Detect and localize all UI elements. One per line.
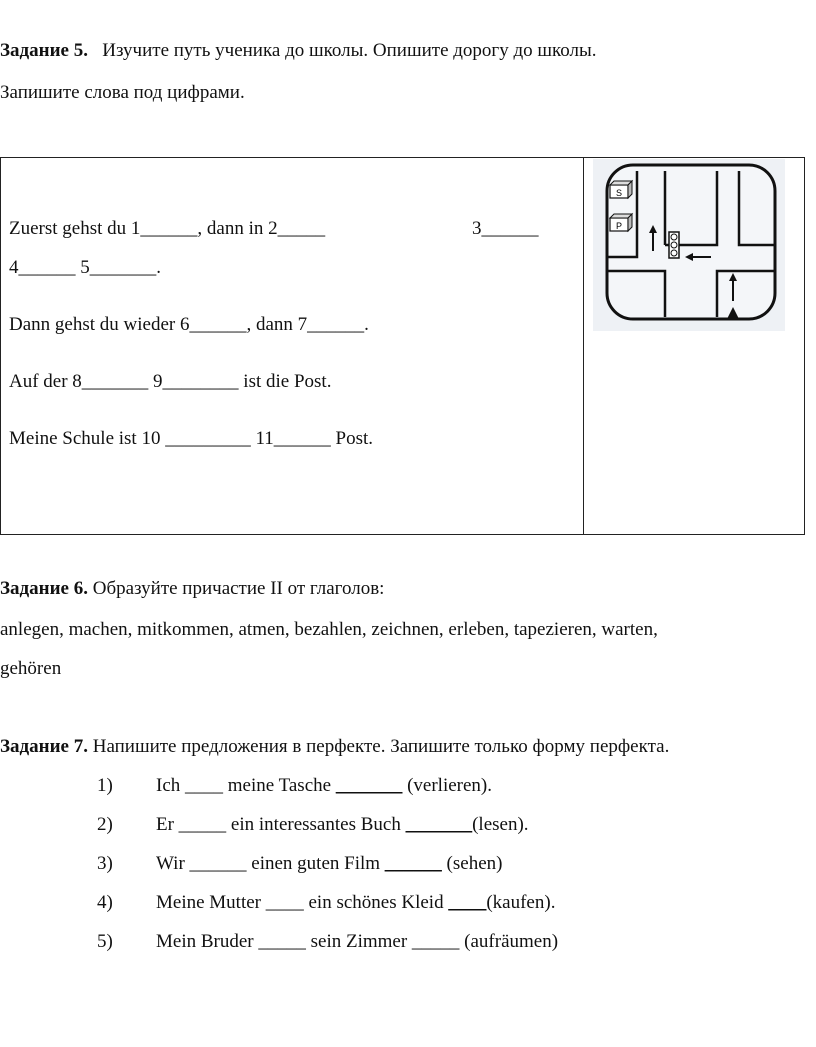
- task6-heading-line: [0, 578, 384, 600]
- task6-instruction: Образуйте причастие II от глаголов:: [92, 578, 385, 599]
- post-label: P: [615, 221, 623, 231]
- task7-heading-line: [0, 736, 669, 758]
- task6-verbs-line1: anlegen, machen, mitkommen, atmen, bezahlen, zeichnen, erleben, tapezieren, warten,: [0, 619, 658, 640]
- task7-item-number: 4): [97, 892, 113, 913]
- task7-item-text: Mein Bruder _____ sein Zimmer _____ (aufräumen): [156, 931, 559, 952]
- task5-heading-line: [0, 40, 597, 62]
- task6-verbs-line2: gehören: [0, 658, 62, 679]
- school-label: S: [615, 188, 623, 198]
- task7-item-number: 2): [97, 814, 113, 835]
- task5-row-3: Dann gehst du wieder 6______, dann 7______.: [9, 314, 369, 335]
- post-building: [610, 214, 632, 231]
- task5-row-5: Meine Schule ist 10 _________ 11______ Post.: [9, 428, 373, 449]
- task7-item-text: Wir ______ einen guten Film ______ (sehen): [156, 853, 503, 874]
- task5-instruction: Изучите путь ученика до школы. Опишите дорогу до школы.: [102, 40, 597, 61]
- task5-row-4: Auf der 8_______ 9________ ist die Post.: [9, 371, 332, 392]
- task7-item-number: 3): [97, 853, 113, 874]
- task5-row-2: 4______ 5_______.: [9, 257, 161, 278]
- task7-item-text: Meine Mutter ____ ein schönes Kleid ____(kaufen).: [156, 892, 556, 913]
- task7-instruction: Напишите предложения в перфекте. Запишите только форму перфекта.: [92, 736, 670, 757]
- table-divider: [583, 158, 584, 534]
- task5-instruction-line2: Запишите слова под цифрами.: [0, 82, 245, 103]
- task6-heading: Задание 6.: [0, 578, 88, 599]
- task5-row-1-text: Zuerst gehst du 1______, dann in 2_____: [9, 218, 326, 239]
- task5-row-1-extra: 3______: [472, 218, 539, 239]
- task5-heading: Задание 5.: [0, 40, 88, 61]
- task5-row-1: [9, 218, 325, 240]
- school-building: [610, 181, 632, 198]
- task7-item-text: Ich ____ meine Tasche _______ (verlieren).: [156, 775, 492, 796]
- route-map: [593, 159, 785, 331]
- task7-item-number: 5): [97, 931, 113, 952]
- task7-heading: Задание 7.: [0, 736, 88, 757]
- task7-item-number: 1): [97, 775, 113, 796]
- task7-item-text: Er _____ ein interessantes Buch _______(lesen).: [156, 814, 529, 835]
- traffic-light-icon: [669, 232, 679, 258]
